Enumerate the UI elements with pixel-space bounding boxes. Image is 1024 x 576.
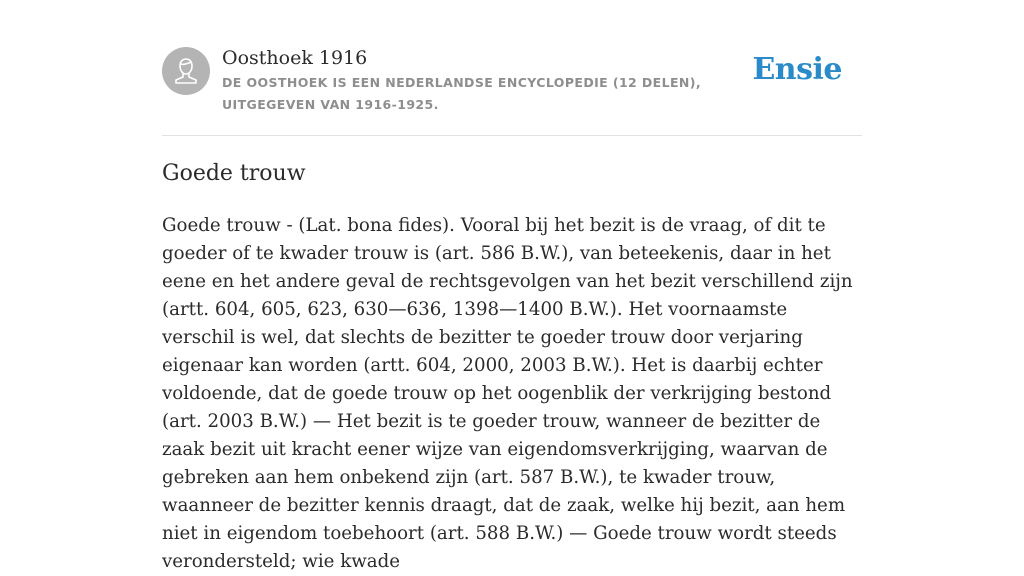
ensie-logo[interactable]: Ensie <box>752 52 842 87</box>
source-title[interactable]: Oosthoek 1916 <box>222 47 368 69</box>
article-body: Goede trouw - (Lat. bona fides). Vooral bij het bezit is de vraag, of dit te goeder of te kwader trouw is (art. 586 B.W.), van beteekenis, daar in het eene en het andere geval de rechtsgevolgen van het bezit verschillend zijn (artt. 604, 605, 623, 630—636, 1398—1400 B.W.). Het voornaamste verschil is wel, dat slechts de bezitter te goeder trouw door verjaring eigenaar kan worden (artt. 604, 2000, 2003 B.W.). Het is daarbij echter voldoende, dat de goede trouw op het oogenblik der verkrijging bestond (art. 2003 B.W.) — Het bezit is te goeder trouw, wanneer de bezitter de zaak bezit uit kracht eener wijze van eigendomsverkrijging, waarvan de gebreken aan hem onbekend zijn (art. 587 B.W.), te kwader trouw, waanneer de bezitter kennis draagt, dat de zaak, welke hij bezit, aan hem niet in eigendom toebehoort (art. 588 B.W.) — Goede trouw wordt steeds verondersteld; wie kwade <box>162 215 853 572</box>
user-avatar-icon[interactable] <box>162 47 210 95</box>
source-header <box>162 0 862 136</box>
source-description: DE OOSTHOEK IS EEN NEDERLANDSE ENCYCLOPEDIE (12 DELEN), UITGEGEVEN VAN 1916-1925. <box>222 75 702 112</box>
content-container <box>162 0 862 572</box>
article-title: Goede trouw <box>162 161 306 186</box>
